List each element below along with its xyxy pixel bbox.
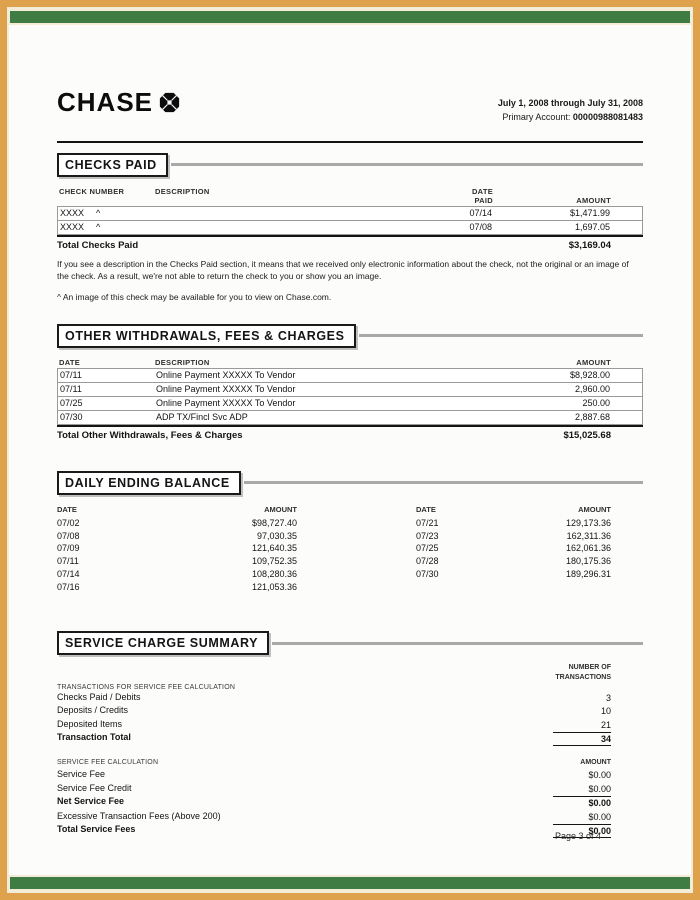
summary-value: $0.00	[588, 811, 611, 822]
date-cell: 07/30	[60, 411, 83, 422]
table-row	[57, 368, 643, 383]
other-withdrawals-column-headers	[57, 358, 643, 367]
summary-label: Deposited Items	[57, 718, 123, 729]
other-withdrawals-section-header	[57, 324, 643, 348]
table-row	[57, 517, 297, 530]
other-withdrawals-table	[57, 358, 643, 441]
date-paid-cell: 07/14	[469, 207, 492, 218]
table-row	[57, 382, 643, 397]
amount-cell: $98,727.40	[251, 517, 297, 528]
summary-row	[57, 768, 643, 781]
page-number: Page 3 of 4	[554, 831, 601, 841]
statement-page	[9, 25, 691, 875]
deb-right-column	[416, 505, 611, 594]
date-cell: 07/16	[57, 581, 80, 592]
table-row	[57, 542, 297, 555]
total-amount: $15,025.68	[563, 429, 611, 441]
date-cell: 07/08	[57, 530, 80, 541]
amount-cell: 108,280.36	[251, 569, 297, 580]
description-cell: Online Payment XXXXX To Vendor	[156, 369, 296, 380]
summary-label: Deposits / Credits	[57, 705, 129, 716]
table-row	[57, 529, 297, 542]
section-title-other-withdrawals: OTHER WITHDRAWALS, FEES & CHARGES	[57, 324, 356, 348]
column-header-amount: AMOUNT	[576, 195, 611, 205]
column-header-date: DATE	[57, 504, 77, 514]
header-rule	[57, 141, 643, 143]
table-row	[416, 568, 611, 581]
table-row	[57, 555, 297, 568]
amount-cell: 250.00	[582, 397, 610, 408]
column-header-description: DESCRIPTION	[155, 186, 210, 196]
table-row	[416, 555, 611, 568]
date-cell: 07/14	[57, 569, 80, 580]
checks-paid-table	[57, 187, 643, 251]
amount-cell: 162,311.36	[566, 530, 611, 541]
chase-octagon-icon	[159, 92, 180, 113]
column-header-date-paid: DATE PAID	[471, 186, 493, 205]
checks-paid-section-header	[57, 153, 643, 177]
section-rule	[359, 334, 643, 337]
section-title-checks-paid: CHECKS PAID	[57, 153, 168, 177]
excessive-transaction-fees-row	[57, 809, 643, 822]
summary-label: Net Service Fee	[57, 796, 125, 807]
number-of-transactions-header: NUMBER OF TRANSACTIONS	[555, 664, 611, 681]
service-charge-summary-section-header	[57, 631, 643, 655]
summary-value: 10	[600, 706, 611, 717]
date-cell: 07/28	[416, 556, 439, 567]
amount-cell: 2,960.00	[574, 383, 610, 394]
deb-column-headers	[57, 505, 297, 514]
transactions-subheader: TRANSACTIONS FOR SERVICE FEE CALCULATION	[57, 683, 236, 691]
summary-value: $0.00	[493, 824, 643, 838]
check-number-cell: XXXX ^	[60, 221, 101, 232]
summary-value: $0.00	[493, 796, 643, 808]
column-header-date: DATE	[416, 504, 436, 514]
section-rule	[244, 481, 643, 484]
summary-label: Total Service Fees	[57, 823, 136, 834]
summary-label: Service Fee	[57, 769, 106, 780]
column-header-amount: AMOUNT	[264, 504, 297, 514]
column-header-amount: AMOUNT	[578, 504, 611, 514]
amount-cell: $1,471.99	[569, 207, 610, 218]
column-header-amount: AMOUNT	[580, 759, 611, 767]
amount-cell: 1,697.05	[574, 221, 610, 232]
total-label: Total Checks Paid	[57, 239, 139, 251]
summary-value: 34	[493, 732, 643, 746]
checks-paid-total-row	[57, 235, 643, 251]
daily-ending-balance-section-header	[57, 471, 643, 495]
deb-column-headers	[416, 505, 611, 514]
summary-label: Checks Paid / Debits	[57, 691, 141, 702]
table-row	[57, 206, 643, 221]
section-title-service-charge-summary: SERVICE CHARGE SUMMARY	[57, 631, 269, 655]
other-withdrawals-total-row	[57, 425, 643, 441]
table-row	[57, 568, 297, 581]
daily-ending-balance-table	[57, 505, 643, 594]
amount-cell: 189,296.31	[565, 569, 611, 580]
column-header-date: DATE	[59, 357, 81, 367]
statement-period: July 1, 2008 through July 31, 2008	[497, 98, 643, 108]
summary-row	[57, 718, 643, 731]
date-cell: 07/11	[57, 556, 79, 567]
section-rule	[272, 642, 643, 645]
primary-account-number: 00000988081483	[572, 111, 643, 122]
date-cell: 07/11	[60, 383, 82, 394]
date-cell: 07/25	[416, 543, 439, 554]
date-cell: 07/11	[60, 369, 82, 380]
summary-row	[57, 704, 643, 717]
green-stripe-top	[10, 11, 690, 23]
amount-cell: 180,175.36	[565, 556, 611, 567]
summary-value: $0.00	[588, 783, 611, 794]
statement-header	[57, 87, 643, 125]
summary-value: 21	[600, 719, 611, 730]
amount-cell: 2,887.68	[574, 411, 610, 422]
amount-cell: 162,061.36	[565, 543, 611, 554]
section-title-daily-ending-balance: DAILY ENDING BALANCE	[57, 471, 241, 495]
primary-account	[498, 111, 643, 125]
checks-paid-column-headers	[57, 187, 643, 205]
fee-section-label: SERVICE FEE CALCULATION	[57, 759, 159, 767]
table-row	[416, 517, 611, 530]
summary-label: Excessive Transaction Fees (Above 200)	[57, 810, 221, 821]
table-row	[57, 410, 643, 425]
date-cell: 07/09	[57, 543, 80, 554]
date-cell: 07/25	[60, 397, 83, 408]
deb-left-column	[57, 505, 297, 594]
summary-row	[57, 782, 643, 795]
checks-paid-footnote: ^ An image of this check may be available for you to view on Chase.com.	[57, 291, 332, 302]
green-stripe-bottom	[10, 877, 690, 889]
summary-value: $0.00	[588, 770, 611, 781]
description-cell: Online Payment XXXXX To Vendor	[156, 383, 296, 394]
amount-cell: 121,053.36	[251, 581, 297, 592]
table-row	[57, 396, 643, 411]
summary-label: Service Fee Credit	[57, 782, 132, 793]
summary-label: Transaction Total	[57, 732, 131, 743]
chase-logo-text: CHASE	[57, 87, 154, 117]
description-cell	[156, 222, 412, 233]
description-cell: ADP TX/Fincl Svc ADP	[156, 411, 248, 422]
date-cell: 07/23	[416, 530, 439, 541]
amount-cell: 109,752.35	[251, 556, 297, 567]
table-row	[416, 542, 611, 555]
amount-cell: 121,640.35	[251, 543, 297, 554]
description-cell: Online Payment XXXXX To Vendor	[156, 397, 296, 408]
column-header-check-number: CHECK NUMBER	[59, 186, 125, 196]
checks-paid-note: If you see a description in the Checks Paid section, it means that we received only electronic information about the check, not the original or an image of the check. As a result, we're not able to return the check to you or show you an image.	[57, 258, 629, 282]
column-header-description: DESCRIPTION	[155, 357, 210, 367]
table-row	[57, 220, 643, 235]
service-charge-summary	[57, 663, 643, 839]
date-paid-cell: 07/08	[469, 221, 492, 232]
total-amount: $3,169.04	[568, 239, 611, 251]
description-cell	[156, 208, 412, 219]
date-cell: 07/21	[416, 517, 439, 528]
total-label: Total Other Withdrawals, Fees & Charges	[57, 429, 243, 441]
amount-cell: $8,928.00	[569, 369, 610, 380]
amount-cell: 129,173.36	[565, 517, 611, 528]
table-row	[416, 529, 611, 542]
date-cell: 07/30	[416, 569, 439, 580]
chase-logo	[57, 87, 180, 118]
transaction-total-row	[57, 731, 643, 747]
section-rule	[171, 163, 643, 166]
table-row	[57, 580, 297, 593]
summary-row	[57, 691, 643, 704]
net-service-fee-row	[57, 795, 643, 809]
summary-value: 3	[605, 692, 611, 703]
primary-account-label: Primary Account:	[502, 111, 571, 122]
service-fee-calculation-header	[57, 759, 643, 766]
column-header-amount: AMOUNT	[576, 357, 611, 367]
date-cell: 07/02	[57, 517, 80, 528]
check-number-cell: XXXX ^	[60, 207, 101, 218]
amount-cell: 97,030.35	[256, 530, 297, 541]
statement-meta	[498, 87, 643, 125]
